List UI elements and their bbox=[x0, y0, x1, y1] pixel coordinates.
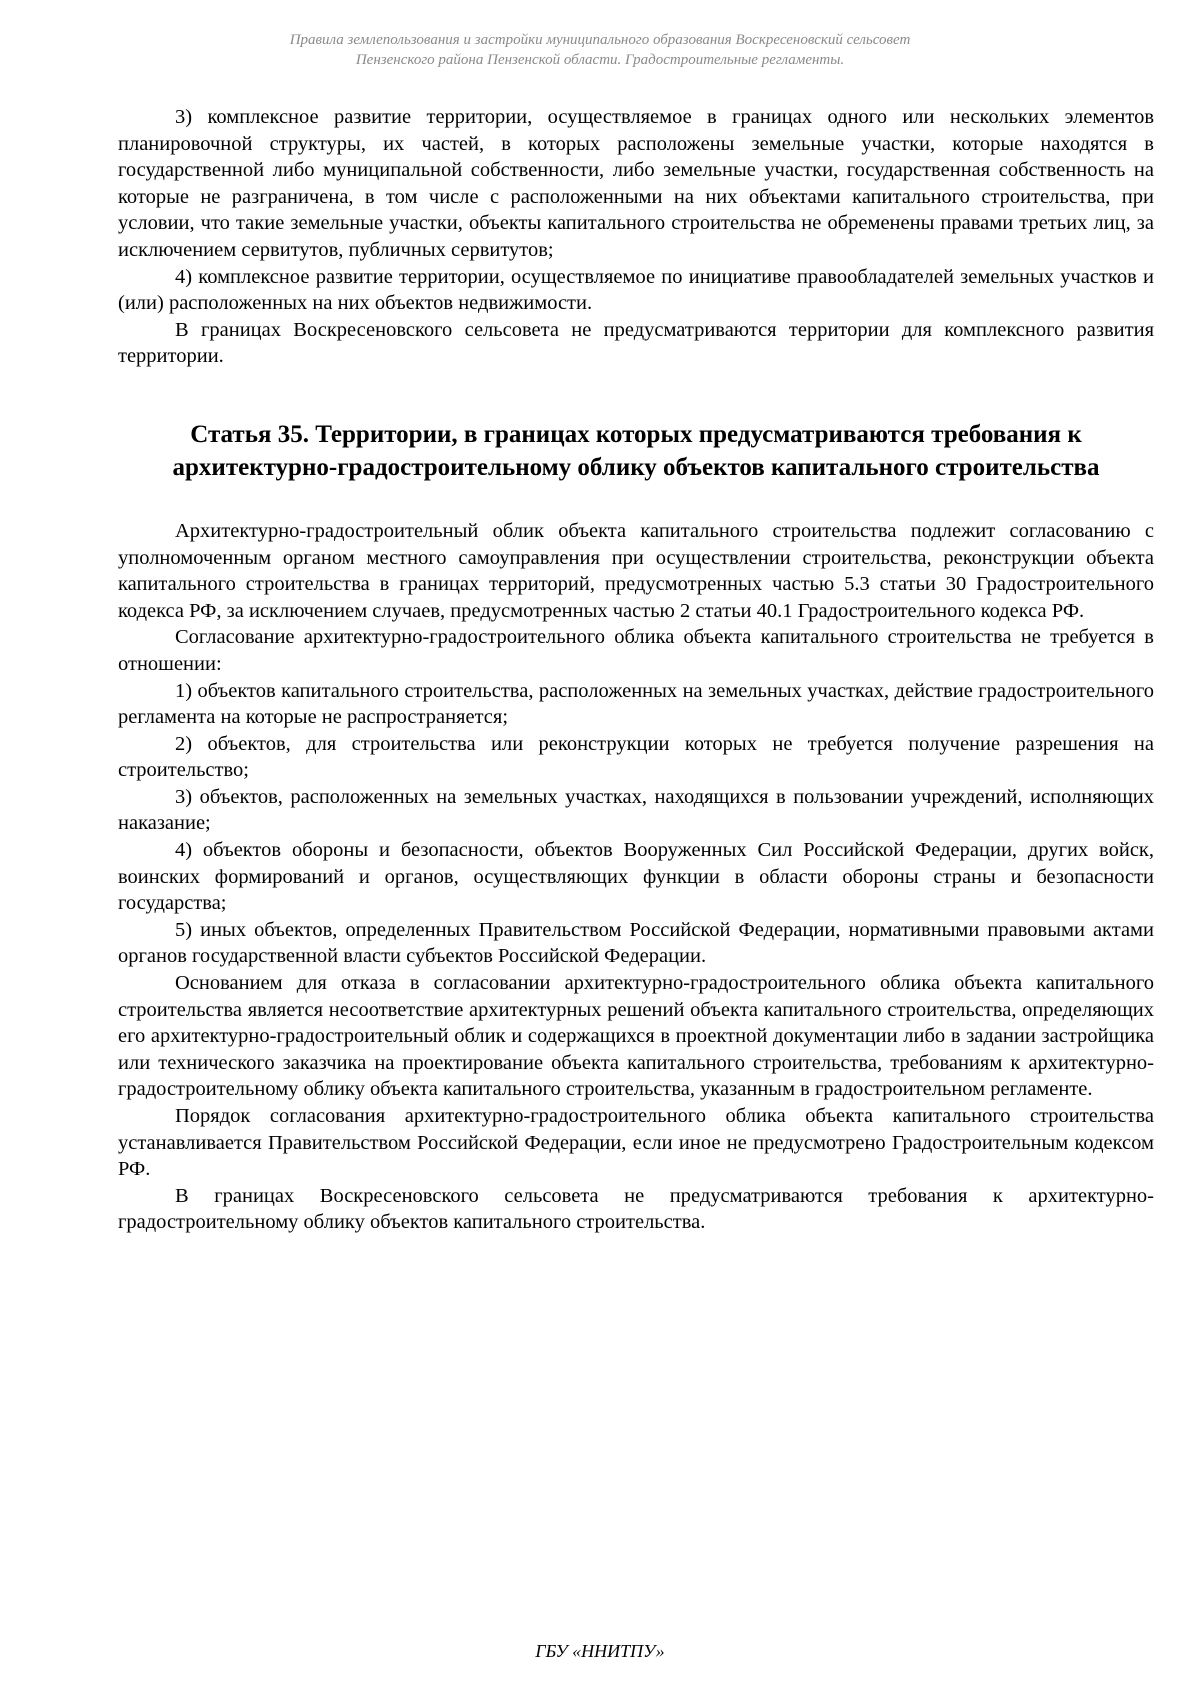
page-footer: ГБУ «ННИТПУ» bbox=[535, 1641, 665, 1661]
article-35-paragraph: Согласование архитектурно-градостроительного облика объекта капитального строительства не требуется в отношении: bbox=[118, 626, 1154, 675]
article-35-list-item: 4) объектов обороны и безопасности, объектов Вооруженных Сил Российской Федерации, других войск, воинских формирований и органов, осуществляющих функции в области обороны страны и безопасности государства; bbox=[118, 839, 1154, 915]
article-35-paragraph: В границах Воскресеновского сельсовета не предусматриваются требования к архитектурно-градостроительному облику объектов капитального строительства. bbox=[118, 1184, 1154, 1234]
article-35-list-item: 3) объектов, расположенных на земельных участках, находящихся в пользовании учреждений, исполняющих наказание; bbox=[118, 785, 1154, 835]
article-35-title: Статья 35. Территории, в границах которых предусматриваются требования к архитектурно-градостроительному облику объектов капитального строительства bbox=[172, 420, 1100, 481]
article-35-list-item: 1) объектов капитального строительства, расположенных на земельных участках, действие градостроительного регламента на которые не распространяется; bbox=[118, 679, 1154, 729]
article-35-paragraph: Порядок согласования архитектурно-градостроительного облика объекта капитального строительства устанавливается Правительством Российской Федерации, если иное не предусмотрено Градостроительным кодексом РФ. bbox=[118, 1105, 1154, 1181]
paragraph-conclusion: В границах Воскресеновского сельсовета не предусматриваются территории для комплексного развития территории. bbox=[118, 318, 1154, 368]
document-body bbox=[118, 104, 1154, 1236]
article-35-list-item: 5) иных объектов, определенных Правительством Российской Федерации, нормативными правовыми актами органов государственной власти субъектов Российской Федерации. bbox=[118, 918, 1154, 968]
header-line-2: Пензенского района Пензенской области. Градостроительные регламенты. bbox=[355, 52, 845, 68]
paragraph-item-4: 4) комплексное развитие территории, осуществляемое по инициативе правообладателей земельных участков и (или) расположенных на них объектов недвижимости. bbox=[118, 265, 1154, 315]
article-35-paragraph: Архитектурно-градостроительный облик объекта капитального строительства подлежит согласованию с уполномоченным органом местного самоуправления при осуществлении строительства, реконструкции объекта капитального строительства в границах территорий, предусмотренных частью 5.3 статьи 30 Градостроительного кодекса РФ, за исключением случаев, предусмотренных частью 2 статьи 40.1 Градостроительного кодекса РФ. bbox=[118, 519, 1154, 622]
header-line-1: Правила землепользования и застройки муниципального образования Воскресеновский сельсовет bbox=[289, 32, 911, 48]
page-header bbox=[100, 30, 1100, 70]
paragraph-item-3: 3) комплексное развитие территории, осуществляемое в границах одного или нескольких элементов планировочной структуры, их частей, в которых расположены земельные участки, которые находятся в государственной либо муниципальной собственности, либо земельные участки, государственная собственность на которые не разграничена, в том числе с расположенными на них объектами капитального строительства, при условии, что такие земельные участки, объекты капитального строительства не обременены правами третьих лиц, за исключением сервитутов, публичных сервитутов; bbox=[118, 106, 1154, 261]
article-35-paragraph: Основанием для отказа в согласовании архитектурно-градостроительного облика объекта капитального строительства является несоответствие архитектурных решений объекта капитального строительства, определяющих его архитектурно-градостроительный облик и содержащихся в проектной документации либо в задании застройщика или технического заказчика на проектирование объекта капитального строительства, требованиям к архитектурно-градостроительному облику объекта капитального строительства, указанным в градостроительном регламенте. bbox=[118, 972, 1154, 1101]
article-35-list-item: 2) объектов, для строительства или реконструкции которых не требуется получение разрешения на строительство; bbox=[118, 732, 1154, 782]
